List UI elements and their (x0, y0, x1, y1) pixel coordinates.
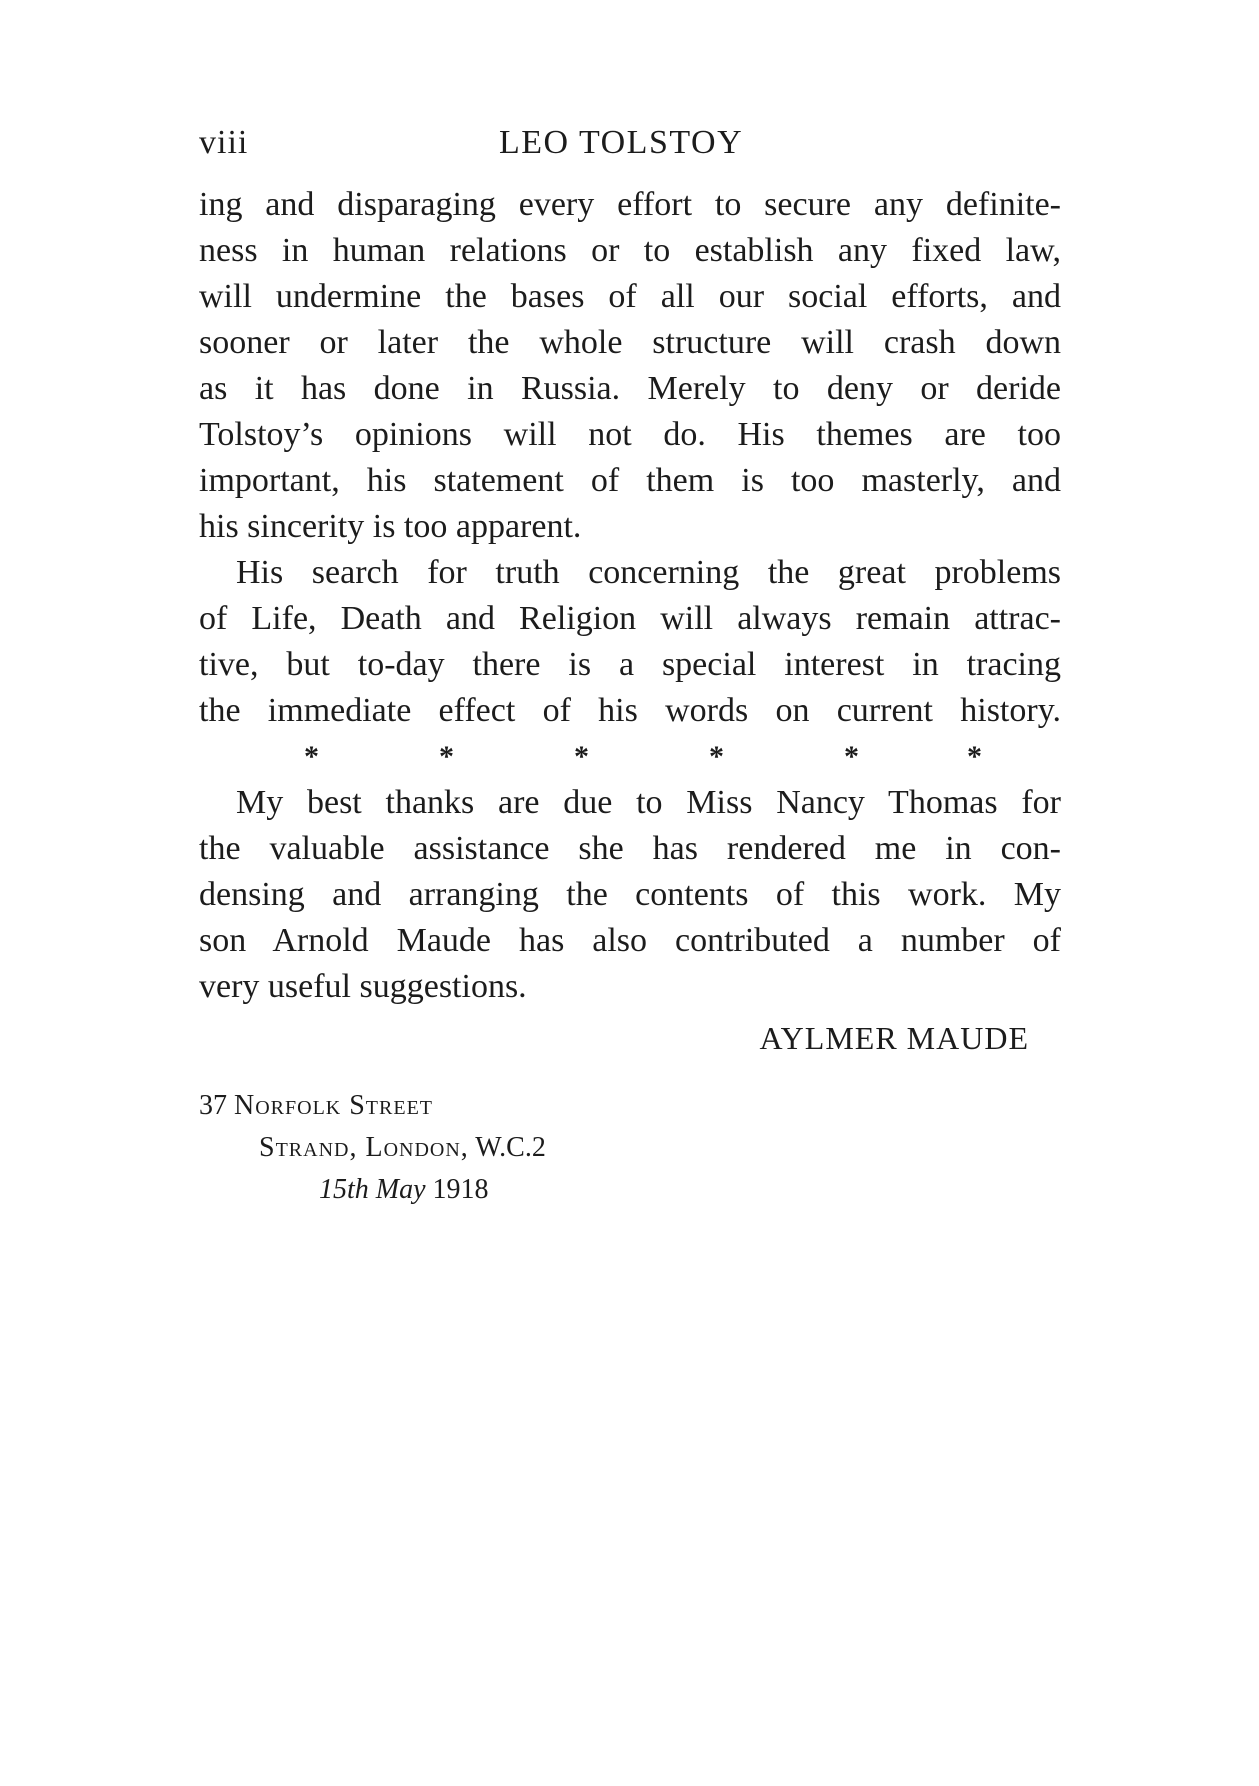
text-line: densing and arranging the contents of this work. My (199, 876, 1061, 913)
asterisk: * (844, 740, 859, 773)
asterisk: * (574, 740, 589, 773)
text-line: very useful suggestions. (199, 968, 527, 1005)
address-line-2 (199, 1127, 546, 1169)
asterism-divider (199, 734, 1061, 780)
text-line: son Arnold Maude has also contributed a number of (199, 922, 1061, 959)
text-line: My best thanks are due to Miss Nancy Thomas for (236, 784, 1061, 821)
asterisk: * (304, 740, 319, 773)
text-line: the valuable assistance she has rendered me in con- (199, 830, 1061, 867)
text-line: sooner or later the whole structure will crash down (199, 324, 1061, 361)
body-text (199, 182, 1061, 1010)
page-number: viii (199, 124, 249, 161)
street-number: 37 (199, 1090, 227, 1121)
date-day: 15th (319, 1174, 369, 1205)
asterisk: * (709, 740, 724, 773)
paragraph-2 (199, 550, 1061, 734)
text-line: of Life, Death and Religion will always remain attrac- (199, 600, 1061, 637)
street-name: Norfolk Street (234, 1090, 434, 1121)
date-month: May (375, 1174, 426, 1205)
text-line: tive, but to-day there is a special interest in tracing (199, 646, 1061, 683)
text-line: His search for truth concerning the great problems (236, 554, 1061, 591)
text-line: Tolstoy’s opinions will not do. His themes are too (199, 416, 1061, 453)
date-line (199, 1169, 546, 1211)
signature: AYLMER MAUDE (759, 1020, 1029, 1056)
address-block (199, 1085, 546, 1211)
text-line: important, his statement of them is too masterly, and (199, 462, 1061, 499)
running-head: LEO TOLSTOY (499, 124, 744, 161)
address-line-1 (199, 1085, 546, 1127)
text-line: his sincerity is too apparent. (199, 508, 582, 545)
text-line: the immediate effect of his words on current history. (199, 692, 1061, 729)
text-line: as it has done in Russia. Merely to deny or deride (199, 370, 1061, 407)
asterisk: * (967, 740, 982, 773)
text-line: ing and disparaging every effort to secure any definite- (199, 186, 1061, 223)
asterisk: * (439, 740, 454, 773)
date-year: 1918 (432, 1174, 489, 1205)
text-line: ness in human relations or to establish any fixed law, (199, 232, 1061, 269)
page-header (199, 124, 1061, 168)
paragraph-1 (199, 182, 1061, 550)
paragraph-3 (199, 780, 1061, 1010)
text-line: will undermine the bases of all our social efforts, and (199, 278, 1061, 315)
postcode: W.C.2 (475, 1132, 546, 1163)
place-name: Strand, London, (259, 1132, 469, 1163)
